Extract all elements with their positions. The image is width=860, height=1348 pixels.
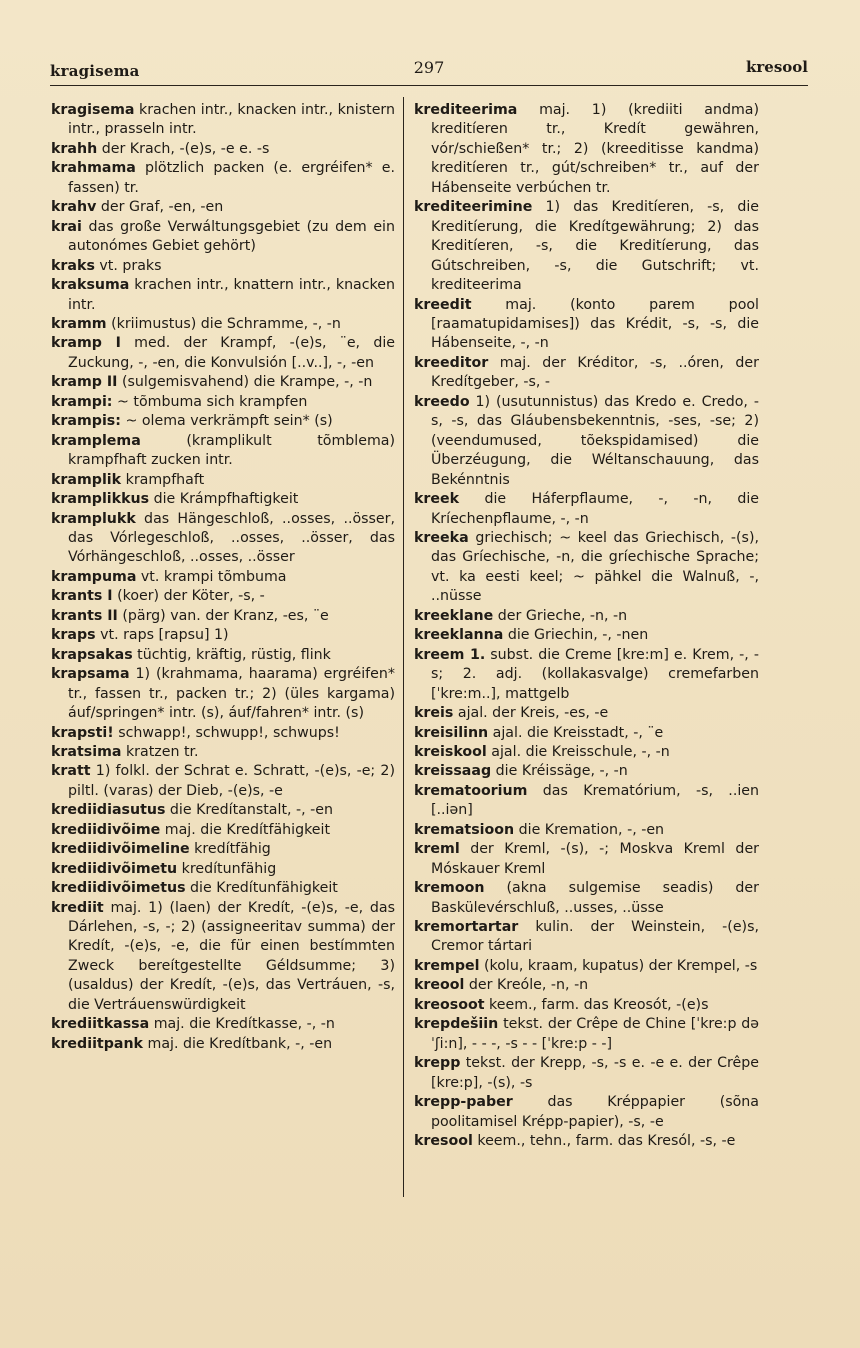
entry-headword: krediteerimine [414, 199, 533, 216]
entry-headword: kreedit [414, 296, 472, 313]
dictionary-entry [414, 1132, 759, 1151]
entry-headword: kreis [414, 705, 454, 722]
entry-headword: kreeditor [414, 354, 489, 371]
entry-definition: der Grieche, -n, -n [493, 607, 628, 624]
dictionary-entry [414, 490, 759, 529]
entry-headword: krampuma [51, 568, 137, 585]
dictionary-entry [51, 198, 395, 217]
header-guide-word-left: kragisema [50, 62, 140, 80]
entry-definition: die Griechin, -, -nen [503, 627, 649, 644]
dictionary-entry [51, 860, 395, 879]
left-column [51, 101, 395, 1054]
entry-definition: die Kredítanstalt, -, -en [165, 802, 334, 819]
right-column [414, 101, 759, 1151]
entry-headword: kramp I [51, 335, 121, 352]
entry-headword: kreek [414, 491, 460, 508]
dictionary-entry [414, 996, 759, 1015]
entry-headword: krediidivõimeline [51, 841, 190, 858]
entry-headword: krants I [51, 588, 113, 605]
entry-definition: tekst. der Krepp, -s, -s e. -e e. der Crêpe [kre:p], -(s), -s [431, 1055, 759, 1091]
entry-headword: krediidivõimetu [51, 860, 178, 877]
header-rule [50, 85, 808, 86]
entry-definition: das Kréppapier (sõna poolitamisel Krépp-papier), -s, -e [431, 1094, 759, 1130]
entry-headword: krepp-paber [414, 1094, 513, 1111]
dictionary-entry [414, 724, 759, 743]
dictionary-entry [51, 1015, 395, 1034]
entry-definition: das Hängeschloß, ..osses, ..össer, das Vórlegeschloß, ..osses, ..össer, das Vórhängeschloß, ..osses, ..össer [68, 510, 395, 566]
entry-definition: die Kremation, -, -en [514, 821, 665, 838]
dictionary-entry [51, 432, 395, 471]
entry-headword: krapsti! [51, 724, 114, 741]
dictionary-entry [51, 101, 395, 140]
entry-definition: maj. (konto parem pool [raamatupidamises]) das Krédit, -s, -s, die Hábenseite, -, -n [431, 296, 759, 352]
dictionary-entry [51, 646, 395, 665]
entry-definition: 1) folkl. der Schrat e. Schratt, -(e)s, -e; 2) piltl. (varas) der Dieb, -(e)s, -e [68, 763, 395, 799]
dictionary-entry [51, 218, 395, 257]
entry-definition: (akna sulgemise seadis) der Baskülevérschluß, ..usses, ..üsse [431, 880, 759, 916]
entry-headword: krampi: [51, 393, 113, 410]
dictionary-entry [414, 821, 759, 840]
dictionary-entry [414, 198, 759, 295]
dictionary-entry [51, 510, 395, 568]
header-guide-word-right: kresool [746, 58, 808, 76]
entry-headword: kresool [414, 1133, 473, 1150]
entry-definition: (pärg) van. der Kranz, -es, ¨e [117, 607, 329, 624]
entry-definition: ajal. die Kreisschule, -, -n [486, 743, 670, 760]
entry-definition: das Krematórium, -s, ..ien [..iən] [431, 782, 759, 819]
dictionary-entry [51, 334, 395, 373]
entry-definition: 1) (usutunnistus) das Kredo e. Credo, -s, -s, das Gláubensbekenntnis, -ses, -se; 2) (veendumused, tõekspidamised) die Überzéugung, die Wéltanschauung, das Bekénntnis [431, 393, 759, 488]
entry-headword: kremoon [414, 880, 485, 897]
entry-definition: krampfhaft [121, 471, 205, 488]
dictionary-entry [414, 879, 759, 918]
dictionary-entry [414, 393, 759, 490]
entry-headword: kremortartar [414, 919, 519, 936]
entry-definition: der Graf, -en, -en [96, 199, 224, 216]
entry-headword: krematsioon [414, 821, 515, 838]
entry-definition: subst. die Creme [kre:m] e. Krem, -, -s; 2. adj. (kollakasvalge) cremefarben [ˈkre:m..], mattgelb [431, 646, 759, 702]
entry-headword: kraksuma [51, 277, 130, 294]
entry-definition: der Krach, -(e)s, -e e. -s [97, 140, 270, 157]
dictionary-entry [414, 529, 759, 607]
dictionary-entry [51, 393, 395, 412]
entry-headword: kreeklanna [414, 627, 504, 644]
entry-definition: maj. die Kredítbank, -, -en [142, 1035, 333, 1052]
entry-definition: keem., farm. das Kreosót, -(e)s [484, 996, 709, 1013]
dictionary-entry [51, 412, 395, 431]
dictionary-entry [51, 568, 395, 587]
entry-headword: krempel [414, 957, 480, 974]
dictionary-entry [51, 762, 395, 801]
entry-headword: krepp [414, 1055, 461, 1072]
entry-headword: kramplik [51, 471, 122, 488]
dictionary-entry [51, 899, 395, 1016]
entry-definition: tekst. der Crêpe de Chine [ˈkre:p də ˈʃi:n], - - -, -s - - [ˈkre:p - -] [431, 1016, 759, 1052]
entry-definition: kredítunfähig [177, 860, 277, 877]
dictionary-entry [51, 607, 395, 626]
entry-headword: krediteerima [414, 102, 518, 118]
entry-definition: die Kredítunfähigkeit [185, 880, 338, 897]
dictionary-entry [414, 646, 759, 704]
entry-definition: maj. 1) (krediiti andma) kreditíeren tr., Kredít gewähren, vór/schießen* tr.; 2) (kreeditisse kandma) kreditíeren tr., gút/schreiben* tr., auf der Hábenseite verbúchen tr. [431, 102, 759, 196]
entry-definition: die Háferpflaume, -, -n, die Kríechenpflaume, -, -n [431, 491, 759, 527]
entry-headword: krediidivõimetus [51, 880, 186, 897]
entry-definition: (sulgemisvahend) die Krampe, -, -n [117, 374, 373, 391]
entry-definition: die Kréissäge, -, -n [491, 763, 628, 780]
entry-definition: das große Verwáltungsgebiet (zu dem ein autonómes Gebiet gehört) [68, 218, 395, 255]
entry-headword: krapsakas [51, 646, 133, 663]
entry-headword: kreml [414, 841, 460, 858]
entry-headword: kreiskool [414, 743, 487, 760]
entry-definition: maj. 1) (laen) der Kredít, -(e)s, -e, das Dárlehen, -s, -; 2) (assigneeritav summa) der Kredít, -(e)s, -e, die für einen bestímmten Zweck bereítgestellte Géldsumme; 3) (usaldus) der Kredít, -(e)s, das Vertráuen, -s, die Vertráuenswürdigkeit [68, 899, 395, 1013]
dictionary-entry [51, 626, 395, 645]
entry-headword: kreool [414, 977, 465, 994]
entry-headword: krants II [51, 607, 118, 624]
entry-definition: ~ tõmbuma sich krampfen [112, 393, 308, 410]
entry-definition: ajal. die Kreisstadt, -, ¨e [488, 724, 664, 741]
entry-headword: krediitpank [51, 1035, 143, 1052]
entry-definition: 1) das Kreditíeren, -s, die Kreditíerung, die Kredítgewährung; 2) das Kreditíeren, -s, die Kreditíerung, das Gútschreiben, -s, die Gutschrift; vt. krediteerima [431, 199, 759, 294]
entry-headword: kreisilinn [414, 724, 489, 741]
dictionary-entry [414, 607, 759, 626]
entry-headword: krediidiasutus [51, 802, 166, 819]
entry-definition: vt. raps [rapsu] 1) [95, 627, 229, 644]
dictionary-entry [51, 879, 395, 898]
dictionary-entry [414, 918, 759, 957]
dictionary-entry [51, 587, 395, 606]
entry-headword: kreeka [414, 529, 469, 546]
entry-definition: 1) (krahmama, haarama) ergréifen* tr., fassen tr., packen tr.; 2) (üles kargama) áuf/springen* intr. (s), áuf/fahren* intr. (s) [68, 666, 395, 722]
entry-headword: kreedo [414, 393, 470, 410]
dictionary-entry [414, 626, 759, 645]
dictionary-entry [414, 101, 759, 198]
dictionary-entry [51, 801, 395, 820]
entry-headword: kragisema [51, 102, 135, 118]
dictionary-entry [414, 743, 759, 762]
entry-definition: med. der Krampf, -(e)s, ¨e, die Zuckung, -, -en, die Konvulsión [..v..], -, -en [68, 335, 395, 371]
dictionary-entry [414, 296, 759, 354]
dictionary-entry [414, 1093, 759, 1132]
entry-headword: krahv [51, 199, 97, 216]
dictionary-entry [51, 490, 395, 509]
entry-definition: maj. die Kredítkasse, -, -n [149, 1016, 335, 1033]
entry-definition: (kolu, kraam, kupatus) der Krempel, -s [479, 957, 758, 974]
entry-headword: krapsama [51, 666, 130, 683]
entry-headword: kramm [51, 315, 107, 332]
entry-definition: der Kreml, -(s), -; Moskva Kreml der Móskauer Kreml [431, 841, 759, 877]
entry-headword: krediitkassa [51, 1016, 150, 1033]
entry-definition: kulin. der Weinstein, -(e)s, Cremor tártari [431, 919, 759, 955]
column-divider [403, 97, 404, 1197]
dictionary-entry [51, 1035, 395, 1054]
entry-headword: kreeklane [414, 607, 494, 624]
dictionary-entry [51, 257, 395, 276]
entry-definition: krachen intr., knacken intr., knistern intr., prasseln intr. [68, 102, 395, 138]
dictionary-entry [51, 665, 395, 723]
dictionary-entry [51, 373, 395, 392]
dictionary-entry [51, 743, 395, 762]
entry-headword: kratsima [51, 743, 122, 760]
entry-headword: krahmama [51, 160, 136, 177]
entry-headword: kramplema [51, 432, 141, 449]
entry-definition: (kramplikult tõmblema) krampfhaft zucken intr. [68, 432, 395, 469]
entry-definition: schwapp!, schwupp!, schwups! [113, 724, 340, 741]
dictionary-entry [414, 782, 759, 821]
dictionary-entry [414, 840, 759, 879]
dictionary-entry [414, 1015, 759, 1054]
entry-definition: ~ olema verkrämpft sein* (s) [120, 413, 333, 430]
page-number: 297 [413, 58, 445, 77]
entry-headword: krai [51, 218, 82, 235]
dictionary-entry [51, 821, 395, 840]
entry-headword: kramplikkus [51, 491, 150, 508]
entry-headword: kraks [51, 257, 95, 274]
entry-headword: kratt [51, 763, 91, 780]
entry-definition: kratzen tr. [121, 743, 199, 760]
entry-definition: tüchtig, kräftig, rüstig, flink [132, 646, 331, 663]
dictionary-entry [414, 354, 759, 393]
entry-definition: (kriimustus) die Schramme, -, -n [106, 315, 341, 332]
dictionary-entry [51, 840, 395, 859]
entry-headword: kreosoot [414, 996, 485, 1013]
dictionary-entry [51, 315, 395, 334]
entry-definition: krachen intr., knattern intr., knacken intr. [68, 277, 395, 313]
entry-headword: kraps [51, 627, 96, 644]
dictionary-entry [414, 957, 759, 976]
entry-headword: krediit [51, 899, 104, 916]
entry-headword: kramplukk [51, 510, 136, 527]
entry-definition: ajal. der Kreis, -es, -e [453, 705, 609, 722]
dictionary-entry [414, 704, 759, 723]
entry-definition: (koer) der Köter, -s, - [112, 588, 265, 605]
dictionary-entry [51, 276, 395, 315]
dictionary-entry [414, 762, 759, 781]
page-header [50, 58, 808, 84]
entry-headword: kreissaag [414, 763, 492, 780]
entry-headword: krahh [51, 140, 98, 157]
entry-headword: kramp II [51, 374, 118, 391]
entry-definition: maj. die Kredítfähigkeit [160, 821, 331, 838]
dictionary-entry [414, 976, 759, 995]
entry-headword: krediidivõime [51, 821, 161, 838]
entry-headword: krematoorium [414, 782, 528, 799]
entry-definition: die Krámpfhaftigkeit [149, 491, 299, 508]
entry-definition: maj. der Kréditor, -s, ..óren, der Kredítgeber, -s, - [431, 354, 759, 391]
entry-headword: kreem 1. [414, 646, 486, 663]
entry-definition: der Kreóle, -n, -n [464, 977, 589, 994]
entry-definition: kredítfähig [189, 841, 271, 858]
dictionary-entry [51, 724, 395, 743]
dictionary-entry [51, 140, 395, 159]
entry-definition: keem., tehn., farm. das Kresól, -s, -e [472, 1133, 736, 1150]
entry-definition: griechisch; ~ keel das Griechisch, -(s), das Gríechische, -n, die gríechische Sprache; vt. ka eesti keel; ~ pähkel die Walnuß, -, ..nüsse [431, 529, 759, 605]
entry-definition: vt. krampi tõmbuma [136, 568, 287, 585]
entry-definition: plötzlich packen (e. ergréifen* e. fassen) tr. [68, 160, 395, 196]
entry-definition: vt. praks [94, 257, 162, 274]
entry-headword: krampis: [51, 413, 121, 430]
entry-headword: krepdešiin [414, 1016, 499, 1033]
dictionary-entry [51, 159, 395, 198]
dictionary-entry [414, 1054, 759, 1093]
dictionary-entry [51, 471, 395, 490]
